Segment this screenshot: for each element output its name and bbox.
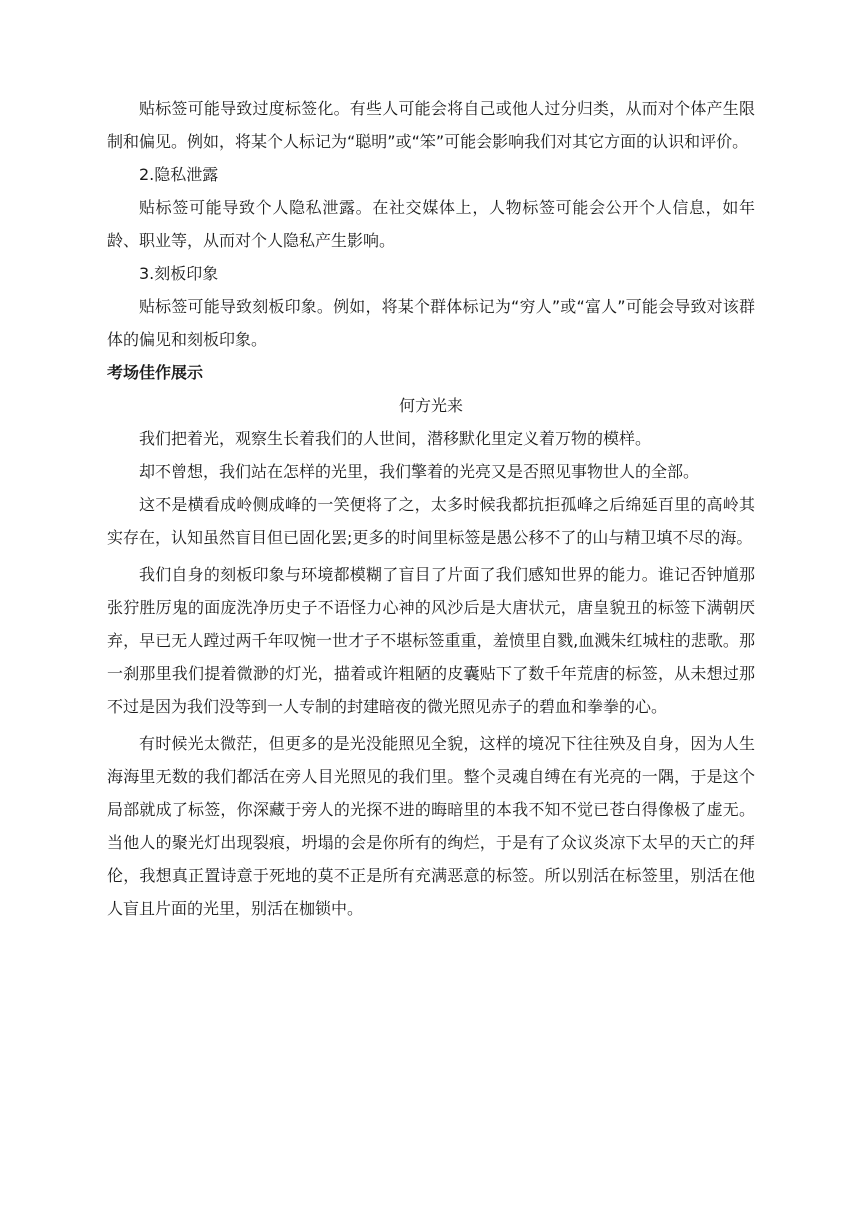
essay-paragraph: 我们把着光，观察生长着我们的人世间，潜移默化里定义着万物的模样。 — [139, 429, 652, 448]
essay-paragraph: 却不曾想，我们站在怎样的光里，我们擎着的光亮又是否照见事物世人的全部。 — [139, 462, 700, 481]
essay-paragraph: 这不是横看成岭侧成峰的一笑便将了之，太多时候我都抗拒孤峰之后绵延百里的高岭其实存在，认知虽然盲目但已固化罢;更多的时间里标签是愚公移不了的山与精卫填不尽的海。 — [107, 495, 755, 547]
essay-title: 何方光来 — [398, 396, 463, 415]
intro-paragraph: 贴标签可能导致过度标签化。有些人可能会将自己或他人过分归类，从而对个体产生限制和偏见。例如，将某个人标记为“聪明”或“笨”可能会影响我们对其它方面的认识和评价。 — [107, 99, 755, 151]
document-page — [107, 92, 755, 925]
point-body-stereotype: 贴标签可能导致刻板印象。例如，将某个群体标记为“穷人”或“富人”可能会导致对该群体的偏见和刻板印象。 — [107, 297, 755, 349]
point-body-privacy: 贴标签可能导致个人隐私泄露。在社交媒体上，人物标签可能会公开个人信息，如年龄、职业等，从而对个人隐私产生影响。 — [107, 198, 755, 250]
point-heading-privacy: 2.隐私泄露 — [139, 165, 219, 184]
essay-paragraph: 我们自身的刻板印象与环境都模糊了盲目了片面了我们感知世界的能力。谁记否钟馗那张狞胜厉鬼的面庞洗净历史子不语怪力心神的风沙后是大唐状元，唐皇貌丑的标签下满朝厌弃，早已无人蹚过两千年叹惋一世才子不堪标签重重，羞愤里自戮,血溅朱红城柱的悲歌。那一刹那里我们提着微渺的灯光，描着或许粗陋的皮囊贴下了数千年荒唐的标签，从未想过那不过是因为我们没等到一人专制的封建暗夜的微光照见赤子的碧血和拳拳的心。 — [107, 565, 755, 716]
point-heading-stereotype: 3.刻板印象 — [139, 264, 219, 283]
essay-paragraph: 有时候光太微茫，但更多的是光没能照见全貌，这样的境况下往往殃及自身，因为人生海海里无数的我们都活在旁人目光照见的我们里。整个灵魂自缚在有光亮的一隅，于是这个局部就成了标签，你深藏于旁人的光探不进的晦暗里的本我不知不觉已苍白得像极了虚无。当他人的聚光灯出现裂痕，坍塌的会是你所有的绚烂，于是有了众议炎凉下太早的天亡的拜伦，我想真正置诗意于死地的莫不正是所有充满恶意的标签。所以别活在标签里，别活在他人盲且片面的光里，别活在枷锁中。 — [107, 734, 755, 918]
showcase-section-heading: 考场佳作展示 — [107, 363, 204, 382]
